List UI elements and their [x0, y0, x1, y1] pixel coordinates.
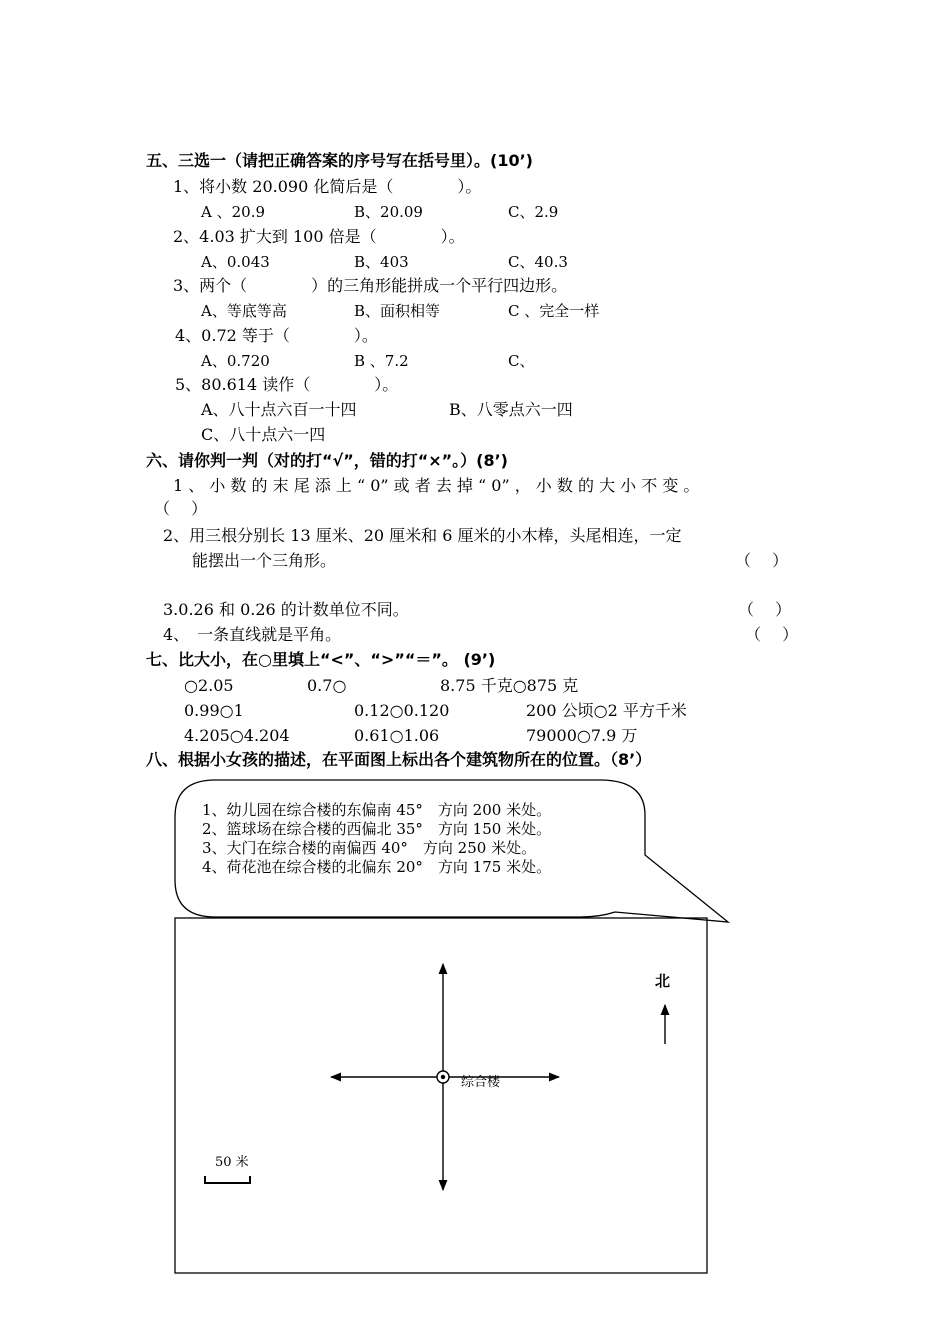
compare-r3-c3: 79000○7.9 万	[526, 726, 638, 745]
compare-r2-c3: 200 公顷○2 平方千米	[526, 701, 687, 720]
s5-q5-option-a: A、八十点六百一十四	[201, 400, 357, 419]
s5-q5-option-c: C、八十点六一四	[201, 425, 326, 444]
section-7-title: 七、比大小，在○里填上“<”、“>”“＝”。 (9’)	[146, 650, 496, 669]
s6-question-4: 4、 一条直线就是平角。	[163, 625, 342, 644]
scale-bar-icon	[205, 1176, 250, 1183]
s5-q4-option-a: A、0.720	[201, 352, 270, 370]
s5-q3-option-c: C 、完全一样	[508, 302, 600, 320]
center-building-label: 综合楼	[461, 1075, 501, 1090]
s6-question-3: 3.0.26 和 0.26 的计数单位不同。	[163, 600, 409, 619]
map-frame	[175, 918, 707, 1273]
section-6-title: 六、请你判一判（对的打“√”，错的打“×”。）(8’)	[146, 451, 508, 470]
north-label: 北	[655, 972, 671, 990]
note-3: 3、大门在综合楼的南偏西 40° 方向 250 米处。	[202, 839, 537, 857]
s5-q1-option-c: C、2.9	[508, 203, 559, 221]
s5-q2-option-b: B、403	[354, 253, 409, 271]
compare-r1-c2: 0.7○	[307, 676, 347, 695]
s5-q3-option-b: B、面积相等	[354, 302, 441, 320]
s5-question-2: 2、4.03 扩大到 100 倍是（ ）。	[173, 227, 465, 246]
note-4: 4、荷花池在综合楼的北偏东 20° 方向 175 米处。	[202, 858, 552, 876]
s6-question-1: 1 、 小 数 的 末 尾 添 上 “ 0” 或 者 去 掉 “ 0” ， 小 数 的 大 小 不 变 。	[173, 476, 700, 495]
s5-q5-option-b: B、八零点六一四	[449, 400, 573, 419]
s6-question-2-cont: 能摆出一个三角形。	[192, 551, 337, 570]
s5-question-1: 1、将小数 20.090 化简后是（ ）。	[173, 177, 482, 196]
section-5-title: 五、三选一（请把正确答案的序号写在括号里）。(10’)	[146, 151, 533, 170]
compare-r3-c2: 0.61○1.06	[354, 726, 440, 745]
s5-q4-option-b: B 、7.2	[354, 352, 409, 370]
s6-q4-answer-paren: （ ）	[745, 625, 799, 644]
s6-q3-answer-paren: （ ）	[738, 600, 792, 619]
compare-r3-c1: 4.205○4.204	[184, 726, 290, 745]
s5-question-5: 5、80.614 读作（ ）。	[175, 375, 399, 394]
s5-q4-option-c: C、	[508, 352, 535, 370]
center-dot-icon	[441, 1075, 445, 1079]
note-2: 2、篮球场在综合楼的西偏北 35° 方向 150 米处。	[202, 820, 552, 838]
compare-r1-c3: 8.75 千克○875 克	[440, 676, 579, 695]
note-1: 1、幼儿园在综合楼的东偏南 45° 方向 200 米处。	[202, 801, 552, 819]
s5-question-4: 4、0.72 等于（ ）。	[175, 326, 378, 345]
s6-question-2: 2、用三根分别长 13 厘米、20 厘米和 6 厘米的小木棒，头尾相连，一定	[163, 526, 682, 545]
s6-q1-answer-paren: （ ）	[154, 499, 208, 518]
s5-q1-option-a: A 、20.9	[201, 203, 265, 221]
s6-q2-answer-paren: （ ）	[735, 551, 789, 570]
s5-q2-option-a: A、0.043	[201, 253, 270, 271]
s5-question-3: 3、两个（ ）的三角形能拼成一个平行四边形。	[173, 276, 568, 295]
section-8-title: 八、根据小女孩的描述，在平面图上标出各个建筑物所在的位置。（8’）	[146, 750, 652, 769]
compare-r1-c1: ○2.05	[184, 676, 234, 695]
s5-q1-option-b: B、20.09	[354, 203, 423, 221]
compare-r2-c1: 0.99○1	[184, 701, 244, 720]
s5-q2-option-c: C、40.3	[508, 253, 568, 271]
s5-q3-option-a: A、等底等高	[201, 302, 287, 320]
scale-label: 50 米	[215, 1155, 249, 1170]
compare-r2-c2: 0.12○0.120	[354, 701, 450, 720]
